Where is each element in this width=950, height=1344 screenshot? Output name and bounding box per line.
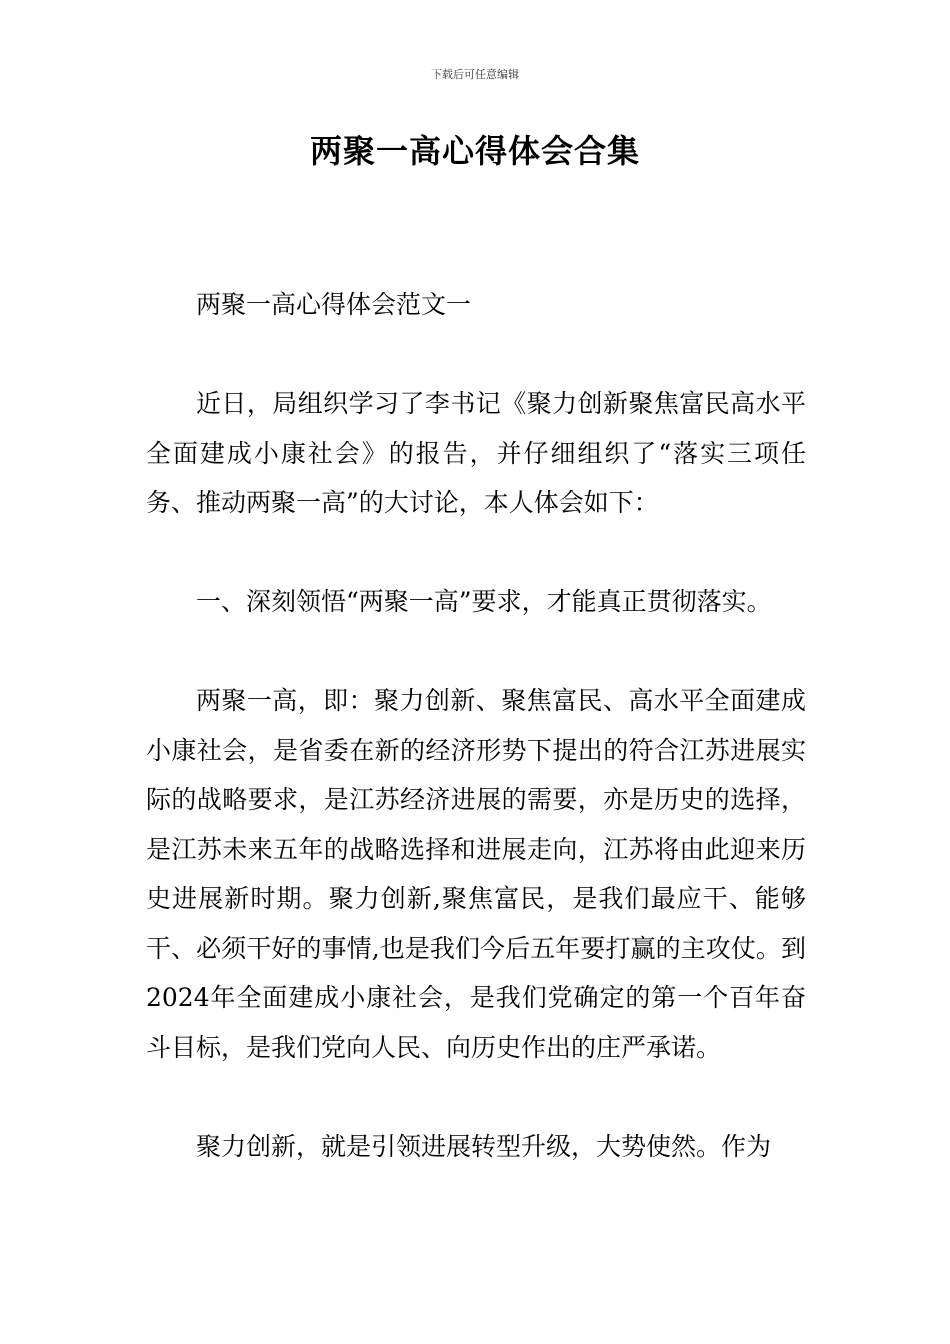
paragraph-gap (146, 330, 806, 380)
header-note: 下载后可任意编辑 (431, 68, 519, 81)
section-heading: 两聚一高心得体会范文一 (196, 290, 472, 319)
paragraph-gap (146, 528, 806, 578)
document-title: 两聚一高心得体会合集 (309, 132, 640, 170)
paragraph-gap (146, 1072, 806, 1122)
paragraph: 两聚一高，即：聚力创新、聚焦富民、高水平全面建成小康社会，是省委在新的经济形势下提出的符合江苏进展实际的战略要求，是江苏经济进展的需要，亦是历史的选择，是江苏未来五年的战略选择和进展走向，江苏将由此迎来历史进展新时期。聚力创新,聚焦富民，是我们最应干、能够干、必须干好的事情,也是我们今后五年要打赢的主攻仗。到2024年全面建成小康社会，是我们党确定的第一个百年奋斗目标，是我们党向人民、向历史作出的庄严承诺。 (146, 686, 806, 1062)
paragraph: 一、深刻领悟“两聚一高”要求，才能真正贯彻落实。 (196, 587, 772, 616)
paragraph: 聚力创新，就是引领进展转型升级，大势使然。作为 (196, 1131, 772, 1161)
paragraph: 近日，局组织学习了李书记《聚力创新聚焦富民高水平全面建成小康社会》的报告，并仔细组织了“落实三项任务、推动两聚一高”的大讨论，本人体会如下： (146, 389, 806, 517)
document-body (146, 280, 806, 1171)
paragraph-gap (146, 627, 806, 677)
